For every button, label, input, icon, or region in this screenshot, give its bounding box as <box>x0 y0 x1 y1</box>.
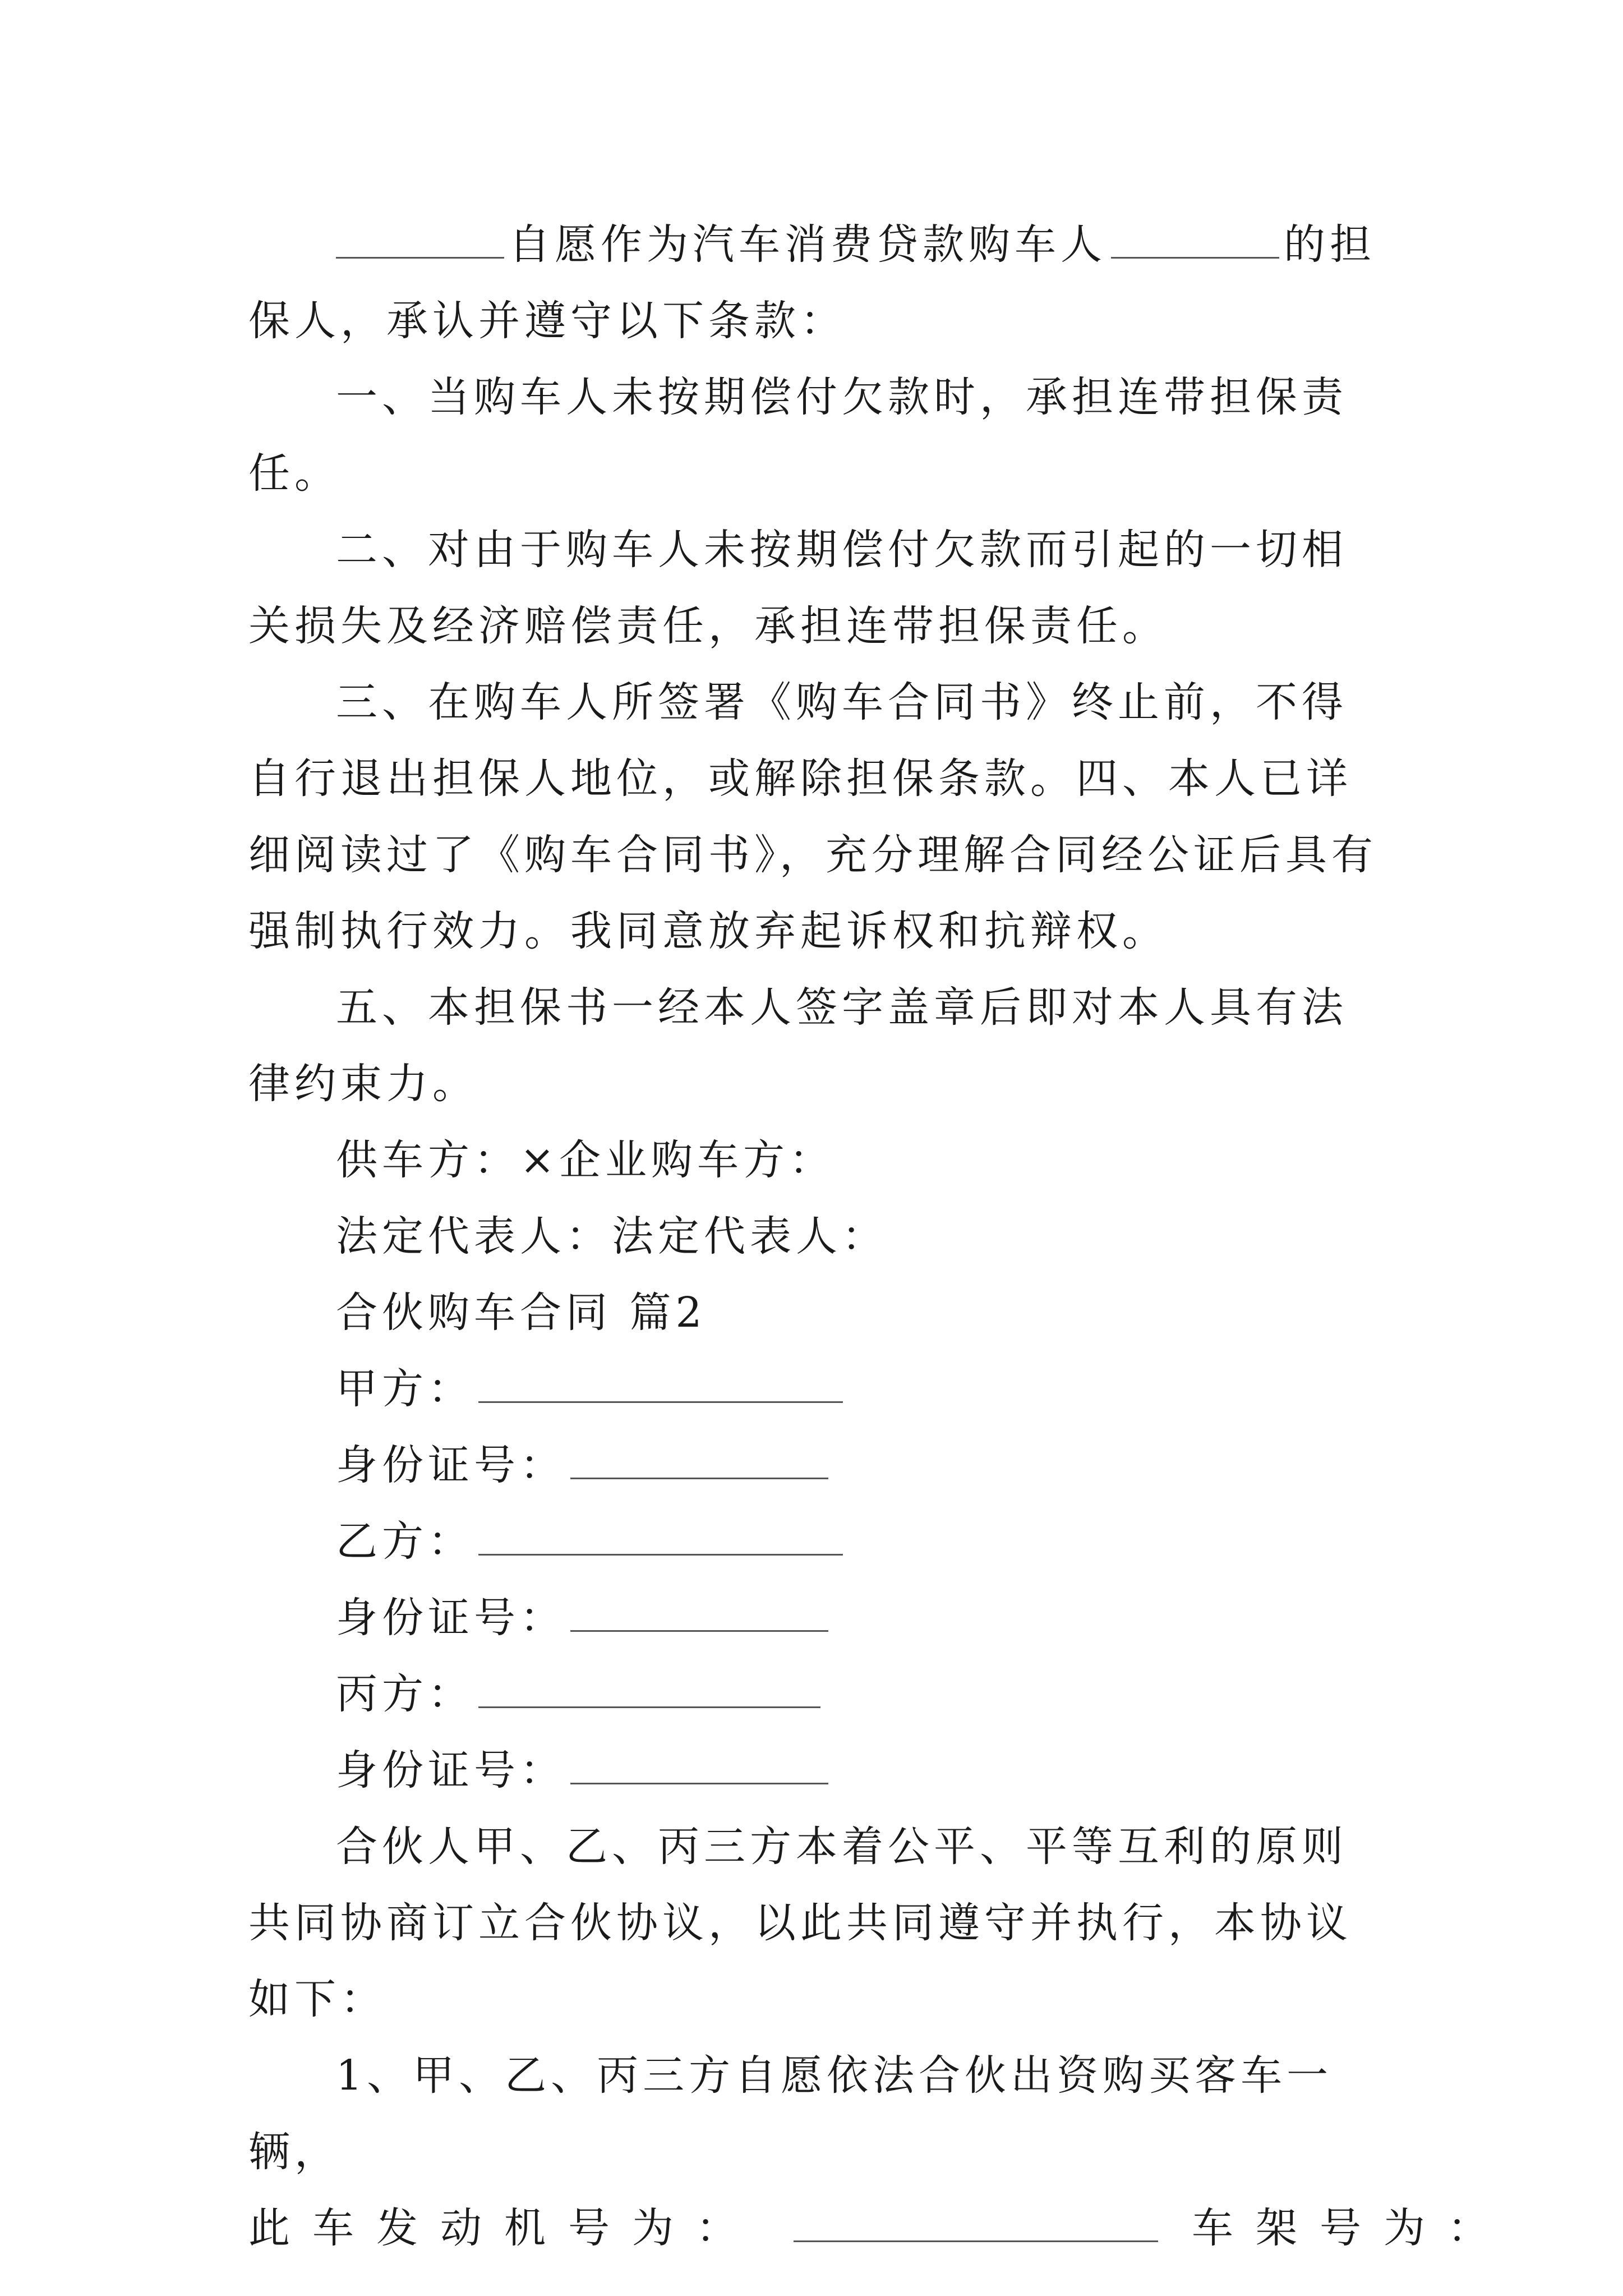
guarantee-intro-text: 自愿作为汽车消费贷款购车人 <box>509 220 1106 269</box>
section-title: 合伙购车合同 篇2 <box>336 1289 707 1337</box>
clause-5: 五、本担保书一经本人签字盖章后即对本人具有法律约束力。 <box>248 983 1348 1108</box>
party-a-label: 甲方： <box>336 1365 474 1413</box>
partnership-intro: 合伙人甲、乙、丙三方本着公平、平等互利的原则共同协商订立合伙协议，以此共同遵守并执行，本协议如下： <box>248 1823 1352 2023</box>
clause-2: 二、对由于购车人未按期偿付欠款而引起的一切相关损失及经济赔偿责任，承担连带担保责任。 <box>248 526 1348 650</box>
party-a-row <box>248 1351 1387 1427</box>
clause-3-4: 三、在购车人所签署《购车合同书》终止前，不得自行退出担保人地位，或解除担保条款。四、本人已详细阅读过了《购车合同书》，充分理解合同经公证后具有强制执行效力。我同意放弃起诉权和抗辩权。 <box>248 678 1377 955</box>
party-b-label: 乙方： <box>336 1517 474 1566</box>
guarantee-intro-tail: 的担保人，承认并遵守以下条款： <box>248 220 1376 345</box>
supplier-buyer-line: 供车方：×企业购车方： <box>336 1136 836 1184</box>
id-c-row <box>248 1732 1387 1809</box>
party-c-row <box>248 1656 1387 1732</box>
clause-1: 一、当购车人未按期偿付欠款时，承担连带担保责任。 <box>248 373 1348 498</box>
engine-number-label: 此车发动机号为： <box>248 2204 760 2252</box>
party-c-blank <box>478 1671 820 1708</box>
id-b-row <box>248 1580 1387 1656</box>
id-a-blank <box>570 1442 828 1479</box>
id-c-blank <box>570 1747 828 1784</box>
guarantor-name-blank <box>336 221 504 259</box>
legal-representative-line: 法定代表人：法定代表人： <box>336 1212 888 1260</box>
id-b-blank <box>570 1594 828 1632</box>
item-1: 1、甲、乙、丙三方自愿依法合伙出资购买客车一辆， <box>248 2051 1333 2176</box>
guarantee-intro-paragraph <box>248 206 1387 359</box>
id-b-label: 身份证号： <box>336 1594 566 1642</box>
engine-frame-line <box>248 2190 1511 2266</box>
party-b-row <box>248 1503 1387 1580</box>
id-a-label: 身份证号： <box>336 1441 566 1489</box>
frame-number-label: 车架号为： <box>1192 2204 1511 2252</box>
party-a-blank <box>478 1365 843 1403</box>
party-b-blank <box>478 1518 843 1556</box>
document-body <box>248 206 1511 2266</box>
id-c-label: 身份证号： <box>336 1746 566 1795</box>
id-a-row <box>248 1427 1387 1503</box>
buyer-name-blank <box>1111 221 1279 259</box>
engine-number-blank <box>794 2205 1158 2242</box>
party-c-label: 丙方： <box>336 1670 474 1718</box>
